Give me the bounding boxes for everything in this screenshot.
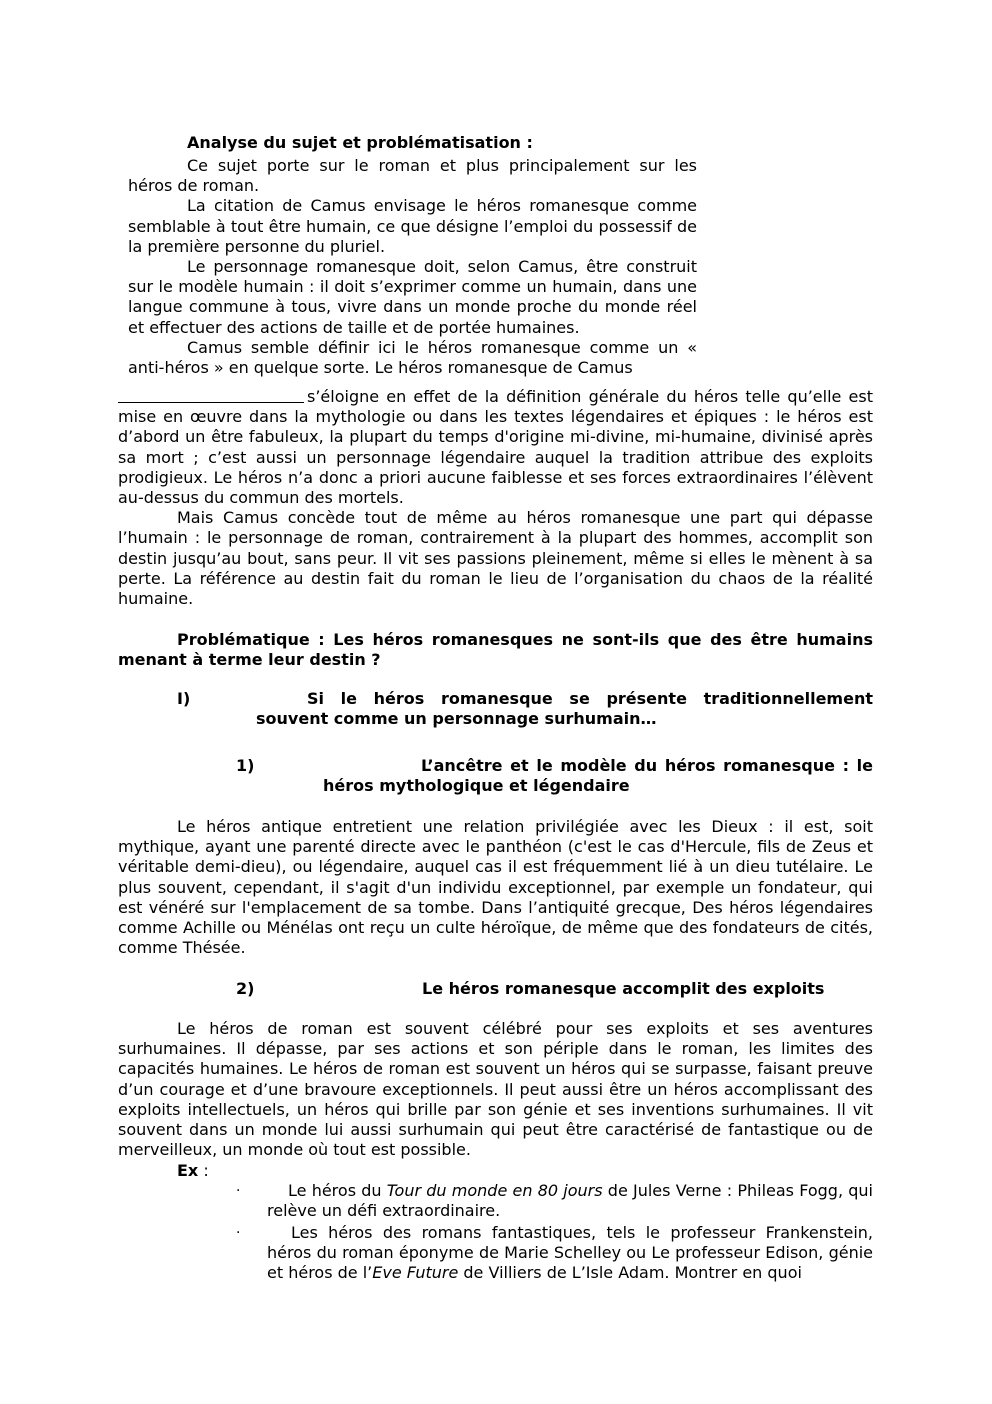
book-title: Tour du monde en 80 jours bbox=[386, 1181, 603, 1200]
example-text: Les héros des romans fantastiques, tels le professeur Frankenstein, héros du roman éponyme de Marie Schelley ou Le professeur Edison, génie et héros de l’ bbox=[267, 1223, 873, 1283]
bullet-icon: · bbox=[236, 1183, 241, 1199]
continuation-block bbox=[118, 387, 873, 609]
intro-paragraph-1: Ce sujet porte sur le roman et plus principalement sur les héros de roman. bbox=[128, 156, 697, 196]
examples-label-bold: Ex bbox=[177, 1161, 199, 1180]
book-title: Eve Future bbox=[372, 1263, 459, 1283]
example-item-1 bbox=[267, 1181, 873, 1221]
examples-label-suffix: : bbox=[198, 1161, 209, 1180]
example-text: Le héros du bbox=[288, 1181, 387, 1200]
section-number: I) bbox=[177, 689, 191, 708]
paragraph-exploits: Le héros de roman est souvent célébré pour ses exploits et ses aventures surhumaines. Il dépasse, par ses actions et son périple dans le roman, les limites des capacités humaines. Le héros de roman est souvent un héros qui se surpasse, faisant preuve d’un courage et d’une bravoure exceptionnels. Il peut aussi être un héros accomplissant des exploits intellectuels, un héros qui brille par son génie et ses inventions surhumaines. Il vit souvent dans un monde lui aussi surhumain qui peut être caractérisé de fantastique ou de merveilleux, un monde où tout est possible. bbox=[118, 1019, 873, 1160]
paragraph-heros-antique: Le héros antique entretient une relation privilégiée avec les Dieux : il est, soit mythique, ayant une parenté directe avec le panthéon (c'est le cas d'Hercule, fils de Zeus et véritable demi-dieu), ou légendaire, auquel cas il est fréquemment lié à un dieu tutélaire. Le plus souvent, cependant, il s'agit d'un individu exceptionnel, par exemple un fondateur, qui est vénéré sur l'emplacement de sa tombe. Dans l’antiquité grecque, Des héros légendaires comme Achille ou Ménélas ont reçu un culte héroïque, de même que des fondateurs de cités, comme Thésée. bbox=[118, 817, 873, 958]
problematique: Problématique : Les héros romanesques ne sont-ils que des être humains menant à terme leur destin ? bbox=[118, 630, 873, 670]
intro-paragraph-2: La citation de Camus envisage le héros romanesque comme semblable à tout être humain, ce que désigne l’emploi du possessif de la première personne du pluriel. bbox=[128, 196, 697, 256]
example-text: de Villiers de L’Isle Adam. Montrer en quoi bbox=[458, 1263, 802, 1283]
continuation-paragraph-2: Mais Camus concède tout de même au héros romanesque une part qui dépasse l’humain : le personnage de roman, contrairement à la plupart des hommes, accomplit son destin jusqu’au bout, sans peur. Il vit ses passions pleinement, même si elles le mènent à sa perte. La référence au destin fait du roman le lieu de l’organisation du chaos de la réalité humaine. bbox=[118, 508, 873, 609]
intro-heading: Analyse du sujet et problématisation : bbox=[187, 133, 533, 152]
intro-block bbox=[128, 133, 697, 378]
intro-paragraph-3: Le personnage romanesque doit, selon Camus, être construit sur le modèle humain : il doit s’exprimer comme un humain, dans une langue commune à tous, vivre dans un monde proche du monde réel et effectuer des actions de taille et de portée humaines. bbox=[128, 257, 697, 337]
continuation-paragraph-1: s’éloigne en effet de la définition générale du héros telle qu’elle est mise en œuvre dans la mythologie ou dans les textes légendaires et épiques : le héros est d’abord un être fabuleux, la plupart du temps d'origine mi-divine, mi-humaine, divinisé après sa mort ; c’est aussi un personnage légendaire auquel la tradition attribue des exploits prodigieux. Le héros n’a donc a priori aucune faiblesse et ses forces extraordinaires l’élèvent au-dessus du commun des mortels. bbox=[118, 387, 873, 508]
subsection-heading-1 bbox=[118, 756, 873, 796]
example-text: de Jules Verne : Phileas Fogg, qui relève un défi extraordinaire. bbox=[267, 1181, 873, 1221]
subsection-number: 2) bbox=[236, 979, 255, 998]
example-item-2 bbox=[267, 1223, 873, 1284]
section-title: Si le héros romanesque se présente traditionnellement souvent comme un personnage surhumain… bbox=[256, 689, 873, 729]
subsection-title: L’ancêtre et le modèle du héros romanesque : le héros mythologique et légendaire bbox=[323, 756, 873, 796]
intro-paragraph-4: Camus semble définir ici le héros romanesque comme un « anti-héros » en quelque sorte. Le héros romanesque de Camus bbox=[128, 337, 697, 378]
section-heading-I bbox=[118, 689, 873, 729]
bullet-icon: · bbox=[236, 1225, 241, 1241]
subsection-number: 1) bbox=[236, 756, 255, 775]
subsection-title: Le héros romanesque accomplit des exploits bbox=[422, 979, 825, 998]
examples-label bbox=[177, 1161, 209, 1181]
